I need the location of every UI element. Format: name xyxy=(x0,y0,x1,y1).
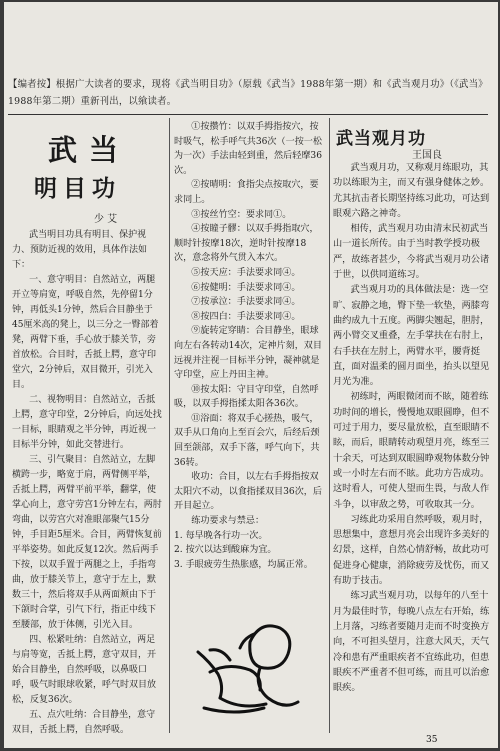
middle-item: ②按晴明：食指尖点按取穴，要求同上。 xyxy=(174,180,319,205)
left-paragraph: 一、意守明目：自然站立，两腿开立等肩宽，呼吸自然，先停留1分钟，再低头1分钟，然后合目静坐于45厘米高的凳上，以三分之一臀部着凳，两臂下垂，手心放于膝关节，旁首放松。合目时，舌抵上腭，意守印堂穴，2分钟后，双目微开，引光入目。 xyxy=(12,275,159,390)
middle-item: ④按瞳子髎：以双手拇指取穴，顺时针按摩18次，逆时针按摩18次，意念将外气贯入本穴。 xyxy=(174,224,319,264)
middle-item: ⑨旋转定穿睛：合目静坐，眼球向左右各转动14次，定神片刻，双目远视并注视一目标半分钟，凝神就是守印堂，应上丹田主神。 xyxy=(174,326,322,381)
middle-item: 收功：合目，以左右手拇指按双太阳穴不动，以食指揉双目36次，后开目起立。 xyxy=(174,472,322,512)
page-number: 35 xyxy=(426,735,438,745)
column-divider xyxy=(169,118,170,733)
left-paragraph: 武当明目功具有明目、保护视力、预防近视的效用，具体作法如下： xyxy=(12,230,148,270)
middle-item: ⑥按健明：手法要求同④。 xyxy=(191,282,301,293)
right-paragraph: 武当观月功的具体做法是：选一空旷、寂静之地，臀下垫一软垫，两膝弯曲约成九十五度。两脚尖翘起，胆肘，两小臂交叉重叠，左手掌扶在右肘上，右手扶在左肘上，两臂水平，腰背挺直，面对温柔的圆月面坐，抬头以望见月光为准。 xyxy=(333,284,490,388)
middle-item: ③按丝竹空：要求同①。 xyxy=(191,209,292,220)
right-title: 武当观月功 xyxy=(336,129,426,149)
left-paragraph: 三、引气聚目：自然站立，左脚横跨一步，略宽于肩，两臂侧平举，舌抵上腭，两臂平前平举，翻掌，使掌心向上，意守劳宫1分钟左右，两肘弯曲，以劳宫穴对准眼部聚气15分钟，手目距5厘米。合目，两臂恢复前平举姿势。如此反复12次。然后两手下按，以双手置于两腿之上，手指弯曲，放于膝关节上，意守于左上，默数三十，然后将双手从两面颊由下于下颌时合掌，引气下行，指正中线下至腰部，放于体侧，引光入目。 xyxy=(12,455,162,630)
middle-item: ①按攒竹：以双手拇指按穴，按时吸气，松手呼气共36次（一按一松为一次）手法由轻到重，然后轻摩36次。 xyxy=(174,122,322,176)
middle-item: ⑦按承泣：手法要求同④。 xyxy=(191,297,301,308)
right-paragraph: 练习武当观月功，以每年的八至十月为最佳时节，每晚八点左右开始，练上月落，习练者要随月走而不时变换方向，不可担头望月，注意大风天，天气冷和患有严重眼疾者不宜练此功，但患眼疾不严重者不但可练，而且可以治愈眼疾。 xyxy=(333,590,490,694)
middle-item: 3. 手眼疲劳生热胀感，均属正常。 xyxy=(174,559,313,570)
middle-column xyxy=(174,120,324,608)
middle-item: ⑧按四白：手法要求同④。 xyxy=(191,311,301,322)
middle-item: 2. 按穴以达到酸麻为宜。 xyxy=(174,545,277,556)
left-title-line2: 明目功 xyxy=(34,175,121,202)
right-paragraph: 习练此功采用自然呼吸，观月时，思想集中，意想月亮会出现许多美好的幻景，这样，自然心情舒畅，故此功可促进身心健康，消除疲劳及忧伤，而又有助于技击。 xyxy=(333,513,490,587)
middle-item: ⑩按太阳：守目守印堂，自然呼吸，以双手拇指揉太阳各36次。 xyxy=(174,384,319,410)
left-paragraph: 五、点穴吐纳：合目静坐，意守双目，舌抵上腭，自然呼吸。 xyxy=(12,710,156,735)
middle-item: 练功要求与禁忌： xyxy=(191,516,265,527)
left-title-line1: 武当 xyxy=(48,133,131,167)
left-paragraph: 四、松紧吐纳：自然站立，两足与肩等宽，舌抵上腭，意守双目，开始合目静坐，自然呼吸，以鼻吸口呼，吸气时眼球收紧，呼气时双目放松，反复36次。 xyxy=(12,635,157,705)
right-column xyxy=(333,160,490,734)
middle-item: 1. 每早晚各行功一次。 xyxy=(174,530,268,541)
header-rule xyxy=(8,114,488,115)
meditating-figure-sketch xyxy=(190,612,310,722)
left-column xyxy=(12,228,164,738)
right-paragraph: 武当观月功，又称观月练眼功，其功以练眼为主，而又有强身健体之妙。尤其抗击者长期坚持练习此功，可达到眼观六路之神奇。 xyxy=(333,162,490,219)
right-author: 王国良 xyxy=(412,150,442,161)
middle-item: ⑪浴面：将双手心搓热，吸气，双手从口角向上至百会穴，后经后颈回至颌部，双手下落，呼气向下，共36转。 xyxy=(174,413,320,468)
editor-note: 【编者按】根据广大读者的要求，现将《武当明目功》（原载《武当》1988年第一期）和《武当观月功》（《武当》1988年第二期）重新刊出，以飨读者。 xyxy=(8,79,488,107)
middle-item: ⑤按天应：手法要求同④。 xyxy=(191,267,301,278)
left-paragraph: 二、视物明目：自然站立，舌抵上腭，意守印堂，2分钟后，向远处找一目标，眼睛观之半分钟，再近视一目标半分钟，如此交替进行。 xyxy=(12,395,162,450)
column-divider xyxy=(329,118,330,733)
right-paragraph: 相传，武当观月功由清末民初武当山一道长所传。由于当时教学授功极严，故练者甚少，今将武当观月功公诸于世，以供同道练习。 xyxy=(333,223,490,281)
left-author: 少 艾 xyxy=(94,214,118,225)
right-paragraph: 初练时，两眼微闭而不眩，随着练功时间的增长，慢慢地双眼圆睁，但不可过于用力，要尽量放松，直至眼睛不眩，而后，眼睛转动观望月亮，练至三十余天，可达到双眼圆睁观物体数分钟或一小时左右而不眩。此功方告成功。这时看人，可使人望而生畏，与敌人作斗争，以审敌之势，可收取其一分。 xyxy=(333,391,490,510)
